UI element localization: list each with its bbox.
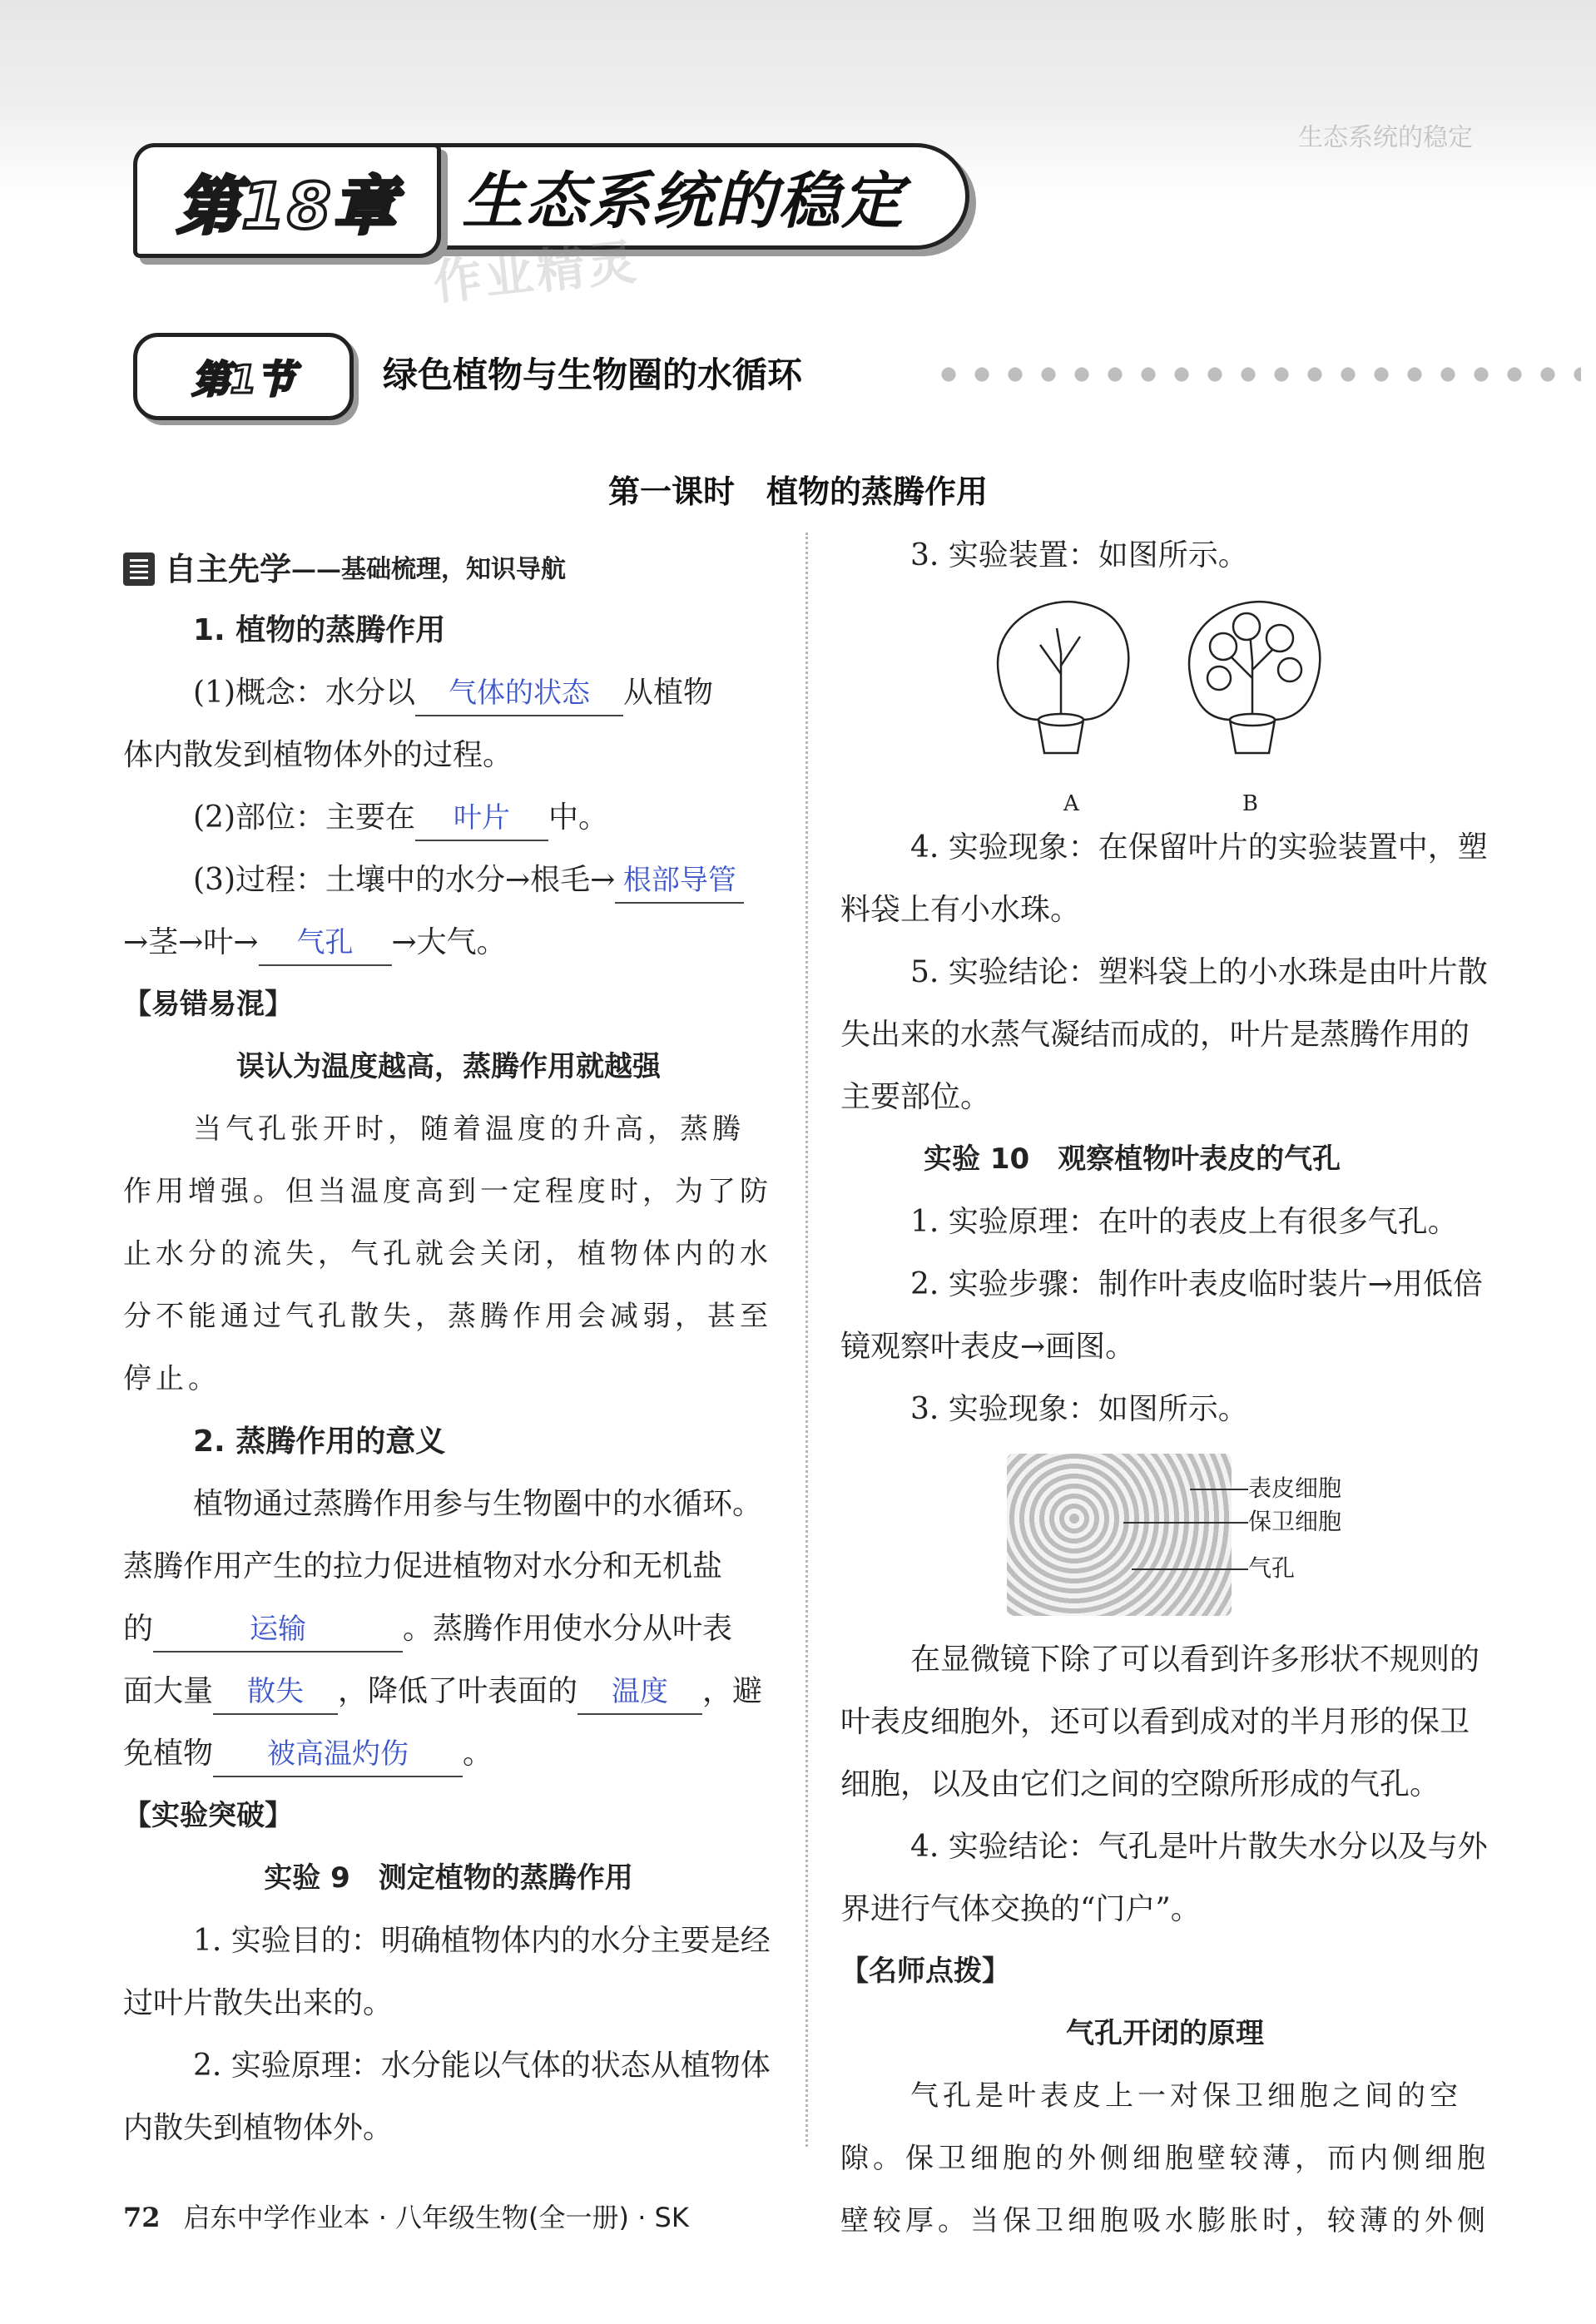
- mistake-title: 误认为温度越高，蒸腾作用就越强: [236, 1050, 661, 1083]
- section-label: 第1节: [133, 333, 354, 420]
- mistake-text: 当气孔张开时，随着温度的升高，蒸腾作用增强。但当温度高到一定程度时，为了防止水分的流失，气孔就会关闭，植物体内的水分不能通过气孔散失，蒸腾作用会减弱，甚至停止。: [123, 1112, 772, 1395]
- setup-b-illustration: [1189, 602, 1320, 753]
- label-line: [1190, 1489, 1248, 1490]
- answer-blank: 运输: [153, 1608, 403, 1653]
- exp-tag: 【实验突破】: [123, 1799, 293, 1832]
- label-line: [1123, 1522, 1248, 1524]
- item1-title: 1. 植物的蒸腾作用: [193, 613, 446, 647]
- exp9-setup: 3. 实验装置：如图所示。: [910, 538, 1248, 572]
- tip-text: 气孔是叶表皮上一对保卫细胞之间的空隙。保卫细胞的外侧细胞壁较薄，而内侧细胞壁较厚。当保卫细胞吸水膨胀时，较薄的外侧: [840, 2079, 1489, 2237]
- meaning-line3: [123, 1660, 774, 1722]
- exp9-phenomenon: 4. 实验现象：在保留叶片的实验装置中，塑料袋上有小水珠。: [840, 830, 1488, 927]
- book-title: 启东中学作业本 · 八年级生物(全一册) · SK: [183, 2202, 689, 2233]
- tip-tag: 【名师点拨】: [840, 1955, 1010, 1988]
- process-line: [123, 849, 774, 911]
- meaning-line2: [123, 1598, 774, 1660]
- process-line2-pre: →茎→叶→: [123, 925, 259, 959]
- concept-pre: (1)概念：水分以: [193, 676, 415, 710]
- process-line2-post: →大气。: [391, 925, 507, 959]
- answer-blank: 叶片: [415, 796, 548, 841]
- meaning-mid3: ，降低了叶表面的: [338, 1674, 578, 1708]
- figure-label-b: B: [1242, 791, 1258, 816]
- watermark: 作业精灵: [430, 233, 642, 311]
- meaning-line4: [123, 1722, 774, 1785]
- meaning-mid1: 。蒸腾作用使水分从叶表: [403, 1612, 733, 1646]
- figure-label-a: A: [1063, 791, 1079, 816]
- meaning-mid4: ，避: [702, 1674, 763, 1708]
- meaning-de: 的: [123, 1612, 154, 1646]
- left-column: [123, 539, 774, 2159]
- top-strip-text: 生态系统的稳定: [1298, 123, 1473, 150]
- exp10-steps: 2. 实验步骤：制作叶表皮临时装片→用低倍镜观察叶表皮→画图。: [840, 1267, 1483, 1364]
- label-stoma: 气孔: [1248, 1554, 1296, 1582]
- page-number: 72: [123, 2202, 161, 2233]
- answer-blank: 被高温灼伤: [213, 1732, 463, 1777]
- self-study-title: 自主先学: [165, 550, 292, 587]
- chapter-label: 第18章: [133, 143, 441, 258]
- microscope-figure: [1007, 1454, 1473, 1620]
- column-divider: [805, 533, 808, 2147]
- tip-title: 气孔开闭的原理: [1066, 2017, 1264, 2050]
- chapter-title: 生态系统的稳定: [420, 143, 969, 250]
- meaning-mid2: 面大量: [123, 1674, 214, 1708]
- dot-divider: [932, 366, 1581, 383]
- answer-blank: 散失: [213, 1670, 338, 1715]
- exp10-description: 在显微镜下除了可以看到许多形状不规则的叶表皮细胞外，还可以看到成对的半月形的保卫细胞，以及由它们之间的空隙所形成的气孔。: [840, 1643, 1480, 1801]
- process-pre: (3)过程：土壤中的水分→根毛→: [193, 863, 616, 897]
- concept-line2: 体内散发到植物体外的过程。: [123, 738, 513, 772]
- site-post: 中。: [548, 800, 609, 835]
- self-study-heading: [123, 539, 774, 599]
- self-study-subtitle: ——基础梳理，知识导航: [291, 554, 567, 584]
- page-footer: [123, 2197, 689, 2235]
- answer-blank: 根部导管: [615, 859, 744, 904]
- exp9-title: 实验 9 测定植物的蒸腾作用: [264, 1861, 633, 1895]
- concept-line: [123, 662, 774, 724]
- plant-experiment-figure: [982, 595, 1340, 770]
- lesson-title: 第一课时 植物的蒸腾作用: [607, 473, 988, 510]
- label-line: [1132, 1568, 1248, 1570]
- exp10-title: 实验 10 观察植物叶表皮的气孔: [924, 1142, 1341, 1176]
- meaning-line1: 植物通过蒸腾作用参与生物圈中的水循环。蒸腾作用产生的拉力促进植物对水分和无机盐: [123, 1487, 763, 1583]
- concept-post: 从植物: [623, 676, 714, 710]
- section-title: 绿色植物与生物圈的水循环: [383, 354, 803, 395]
- figure-labels: [982, 791, 1340, 816]
- setup-a-illustration: [998, 602, 1128, 753]
- answer-blank: 气孔: [259, 921, 392, 966]
- site-line: [123, 786, 774, 849]
- book-icon: [123, 553, 155, 586]
- site-pre: (2)部位：主要在: [193, 800, 415, 835]
- exp10-phenomenon: 3. 实验现象：如图所示。: [910, 1392, 1248, 1426]
- process-line2: [123, 911, 774, 974]
- label-guard-cell: 保卫细胞: [1248, 1508, 1342, 1535]
- label-epidermal-cell: 表皮细胞: [1248, 1474, 1342, 1502]
- answer-blank: 温度: [577, 1670, 702, 1715]
- exp9-principle: 2. 实验原理：水分能以气体的状态从植物体内散失到植物体外。: [123, 2049, 771, 2145]
- mistake-tag: 【易错易混】: [123, 988, 293, 1021]
- exp10-principle: 1. 实验原理：在叶的表皮上有很多气孔。: [910, 1205, 1458, 1239]
- item2-title: 2. 蒸腾作用的意义: [193, 1425, 446, 1459]
- exp9-purpose: 1. 实验目的：明确植物体内的水分主要是经过叶片散失出来的。: [123, 1924, 771, 2020]
- meaning-mid5: 免植物: [123, 1737, 214, 1771]
- exp9-conclusion: 5. 实验结论：塑料袋上的小水珠是由叶片散失出来的水蒸气凝结而成的，叶片是蒸腾作用的主要部位。: [840, 955, 1488, 1114]
- meaning-end: 。: [463, 1737, 493, 1771]
- right-column: [840, 524, 1489, 2252]
- answer-blank: 气体的状态: [415, 671, 623, 716]
- stomata-micrograph: [1007, 1454, 1232, 1616]
- exp10-conclusion: 4. 实验结论：气孔是叶片散失水分以及与外界进行气体交换的“门户”。: [840, 1830, 1488, 1926]
